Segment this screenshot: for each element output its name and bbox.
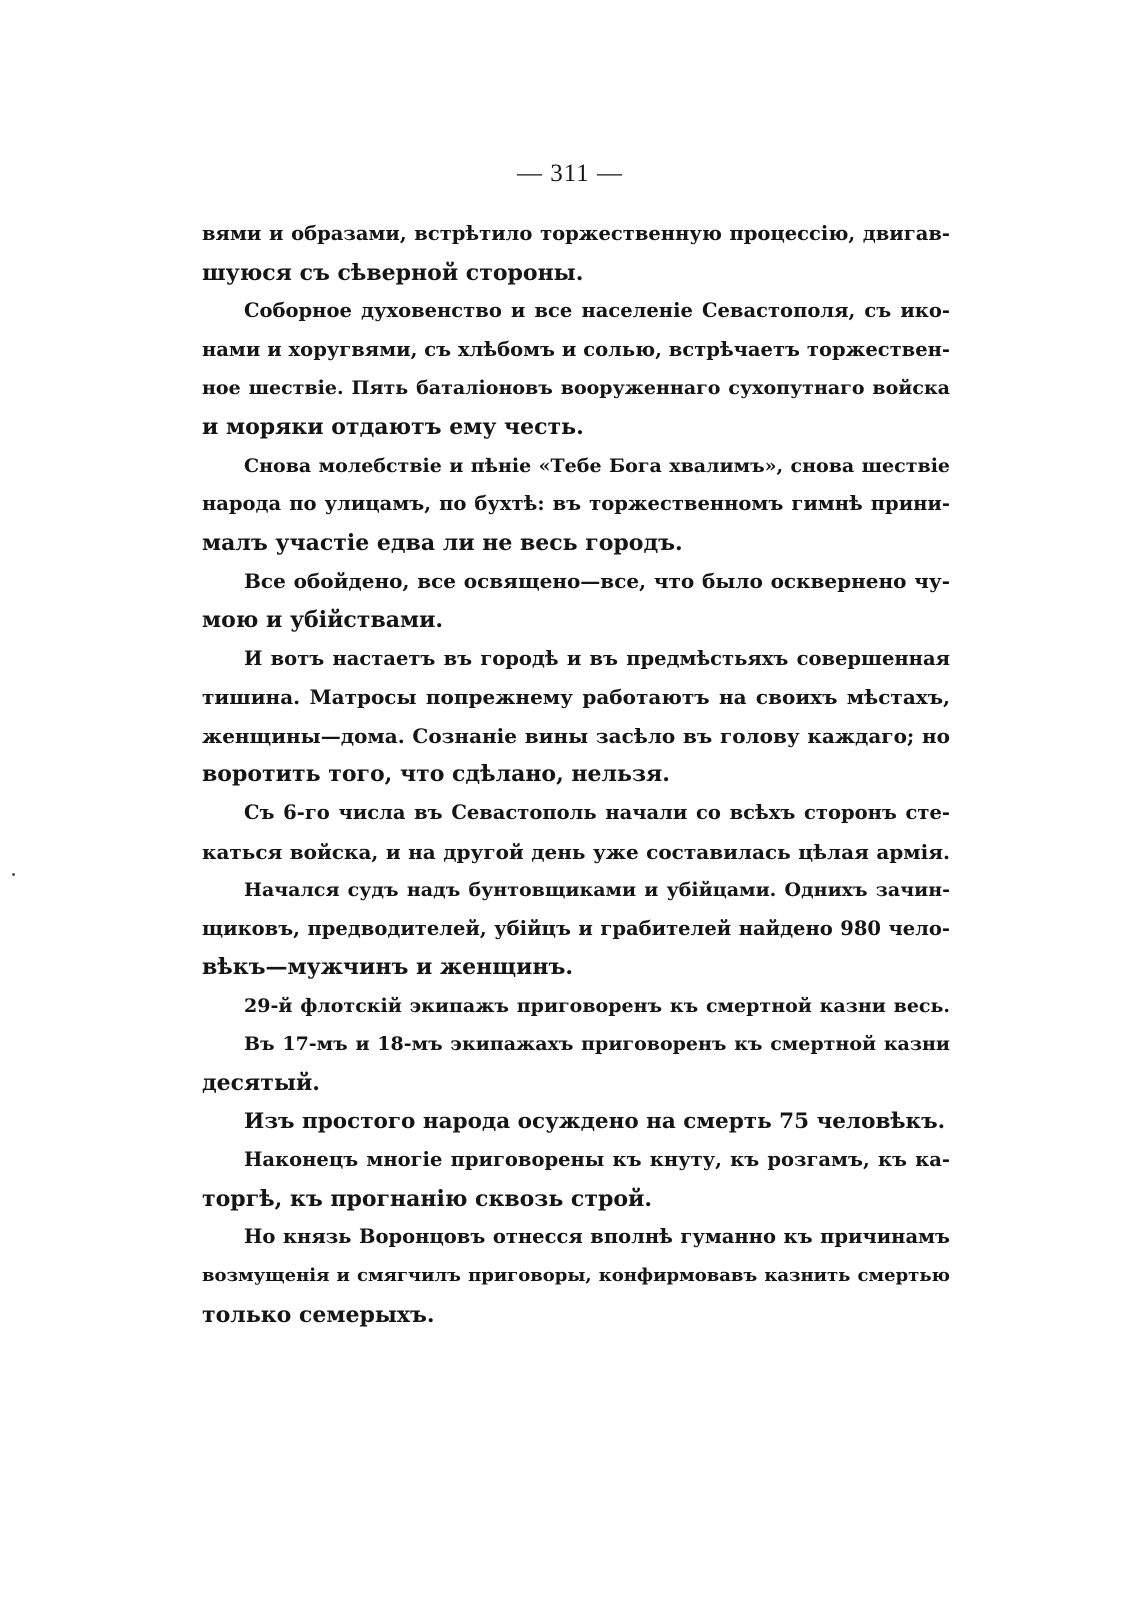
margin-speck xyxy=(12,873,15,876)
text-line: народа по улицамъ, по бухтѣ: въ торжественномъ гимнѣ прини- xyxy=(202,492,950,516)
text-line: тишина. Матросы попрежнему работаютъ на своихъ мѣстахъ, xyxy=(202,685,950,710)
text-line: только семерыхъ. xyxy=(202,1301,435,1328)
text-line: возмущенія и смягчилъ приговоры, конфирмовавъ казнить смертью xyxy=(202,1265,950,1287)
text-line: вями и образами, встрѣтило торжественную процессію, двигав- xyxy=(202,222,950,245)
text-line: Начался судъ надъ бунтовщиками и убійцами. Однихъ зачин- xyxy=(244,879,950,902)
text-line: Снова молебствіе и пѣніе «Тебе Бога хвалимъ», снова шествіе xyxy=(244,454,950,477)
text-line: и моряки отдаютъ ему честь. xyxy=(202,413,584,440)
paragraph-11 xyxy=(202,1141,950,1218)
paragraph-8 xyxy=(202,987,950,1026)
page-number: — 311 — xyxy=(516,160,624,187)
text-line: малъ участіе едва ли не весь городъ. xyxy=(202,529,683,556)
text-line: Наконецъ многіе приговорены къ кнуту, къ розгамъ, къ ка- xyxy=(244,1148,950,1172)
text-line: И вотъ настаетъ въ городѣ и въ предмѣстьяхъ совершенная xyxy=(244,646,950,670)
paragraph-7 xyxy=(202,871,950,987)
text-line: женщины—дома. Сознаніе вины засѣло въ голову каждаго; но xyxy=(202,723,950,748)
text-line: 29-й флотскій экипажъ приговоренъ къ смертной казни весь. xyxy=(244,994,950,1017)
body-text xyxy=(202,215,950,1334)
text-line: Изъ простого народа осуждено на смерть 75 человѣкъ. xyxy=(244,1108,946,1134)
paragraph-4 xyxy=(202,562,950,639)
text-line: воротить того, что сдѣлано, нельзя. xyxy=(202,761,670,788)
text-line: торгѣ, къ прогнанію сквозь строй. xyxy=(202,1185,652,1212)
text-line: Въ 17-мъ и 18-мъ экипажахъ приговоренъ къ смертной казни xyxy=(244,1033,950,1056)
text-line: щиковъ, предводителей, убійцъ и грабителей найдено 980 чело- xyxy=(202,916,950,940)
text-line: десятый. xyxy=(202,1070,320,1097)
text-line: Соборное духовенство и все населеніе Севастополя, съ ико- xyxy=(244,299,950,323)
text-line: Все обойдено, все освящено—все, что было осквернено чу- xyxy=(244,569,950,594)
text-line: мою и убійствами. xyxy=(202,606,444,633)
paragraph-12 xyxy=(202,1218,950,1334)
text-line: ное шествіе. Пять баталіоновъ вооруженнаго сухопутнаго войска xyxy=(202,377,950,400)
paragraph-3 xyxy=(202,447,950,563)
text-line: шуюся съ сѣверной стороны. xyxy=(202,259,584,286)
paragraph-9 xyxy=(202,1025,950,1102)
text-line: Но князь Воронцовъ отнесся вполнѣ гуманно къ причинамъ xyxy=(244,1225,950,1249)
paragraph-5 xyxy=(202,640,950,794)
paragraph-10 xyxy=(202,1103,950,1142)
text-line: Съ 6-го числа въ Севастополь начали со всѣхъ сторонъ сте- xyxy=(244,800,950,824)
text-line: каться войска, и на другой день уже составилась цѣлая армія. xyxy=(202,839,950,864)
text-line: вѣкъ—мужчинъ и женщинъ. xyxy=(202,954,574,981)
text-line: нами и хоругвями, съ хлѣбомъ и солью, встрѣчаетъ торжествен- xyxy=(202,337,950,361)
paragraph-6 xyxy=(202,794,950,871)
paragraph-2 xyxy=(202,292,950,446)
paragraph-1 xyxy=(202,215,950,292)
